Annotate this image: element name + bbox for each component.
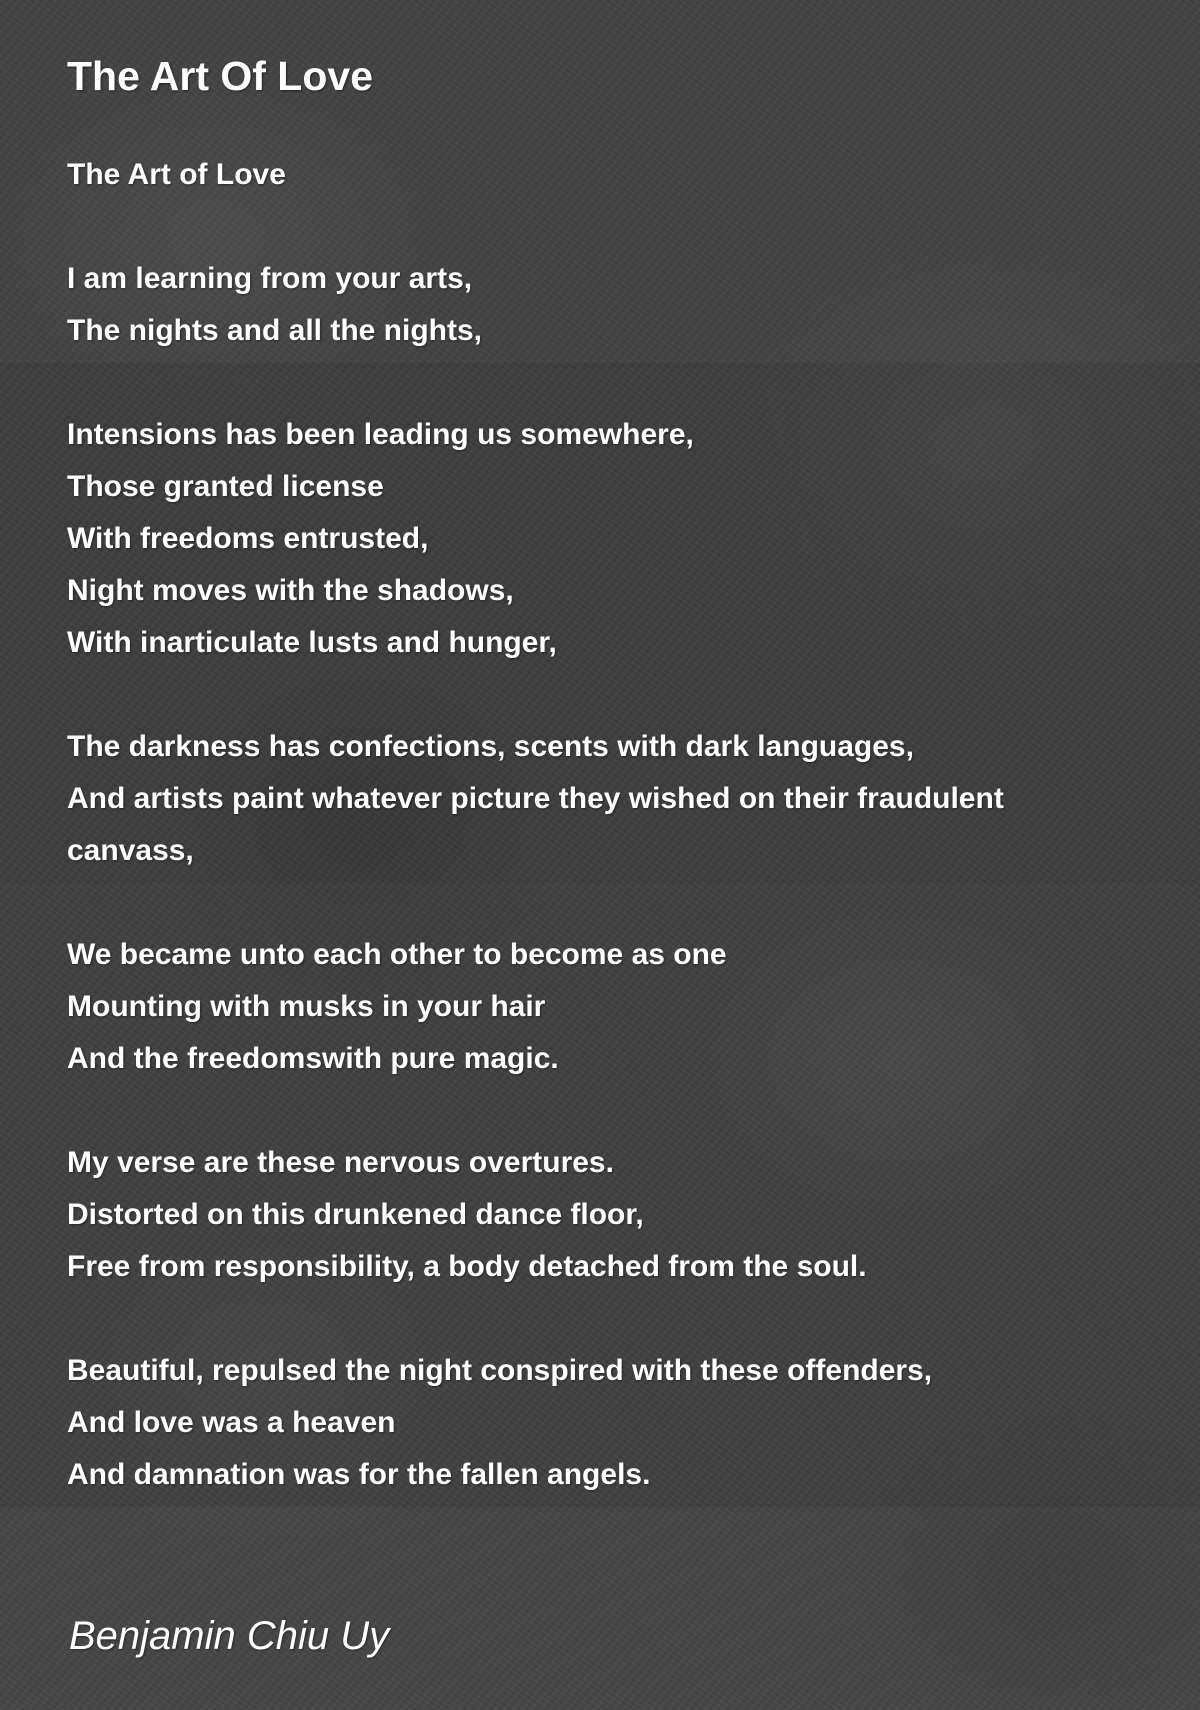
poem-line: With inarticulate lusts and hunger, (67, 626, 557, 659)
poem-line: And damnation was for the fallen angels. (67, 1458, 651, 1491)
poem-line: And love was a heaven (67, 1406, 396, 1439)
poem-line: The nights and all the nights, (67, 314, 483, 347)
stanza-break (67, 877, 1157, 929)
stanza-break (67, 1293, 1157, 1345)
poem-line: Beautiful, repulsed the night conspired with these offenders, (67, 1354, 933, 1387)
poem-line: My verse are these nervous overtures. (67, 1146, 614, 1179)
page-title: The Art Of Love (67, 53, 373, 99)
poem-line: And artists paint whatever picture they wished on their fraudulent (67, 782, 1004, 815)
stanza-break (67, 201, 1157, 253)
background-band-bottom (0, 1507, 1200, 1710)
poem-line: With freedoms entrusted, (67, 522, 429, 555)
stanza-break (67, 669, 1157, 721)
poem-line: Night moves with the shadows, (67, 574, 514, 607)
poem-body (67, 149, 1157, 1501)
poem-line: The darkness has confections, scents with dark languages, (67, 730, 914, 763)
poem-line: Those granted license (67, 470, 384, 503)
poem-line: Free from responsibility, a body detached from the soul. (67, 1250, 867, 1283)
poem-line: I am learning from your arts, (67, 262, 473, 295)
stanza-break (67, 1085, 1157, 1137)
poem-line: Intensions has been leading us somewhere, (67, 418, 694, 451)
poem-line: And the freedomswith pure magic. (67, 1042, 559, 1075)
poem-line: We became unto each other to become as one (67, 938, 727, 971)
poem-line: Distorted on this drunkened dance floor, (67, 1198, 644, 1231)
poem-line: The Art of Love (67, 158, 286, 191)
stanza-break (67, 357, 1157, 409)
author-name: Benjamin Chiu Uy (69, 1614, 390, 1658)
poem-line: canvass, (67, 834, 194, 867)
poem-line: Mounting with musks in your hair (67, 990, 546, 1023)
